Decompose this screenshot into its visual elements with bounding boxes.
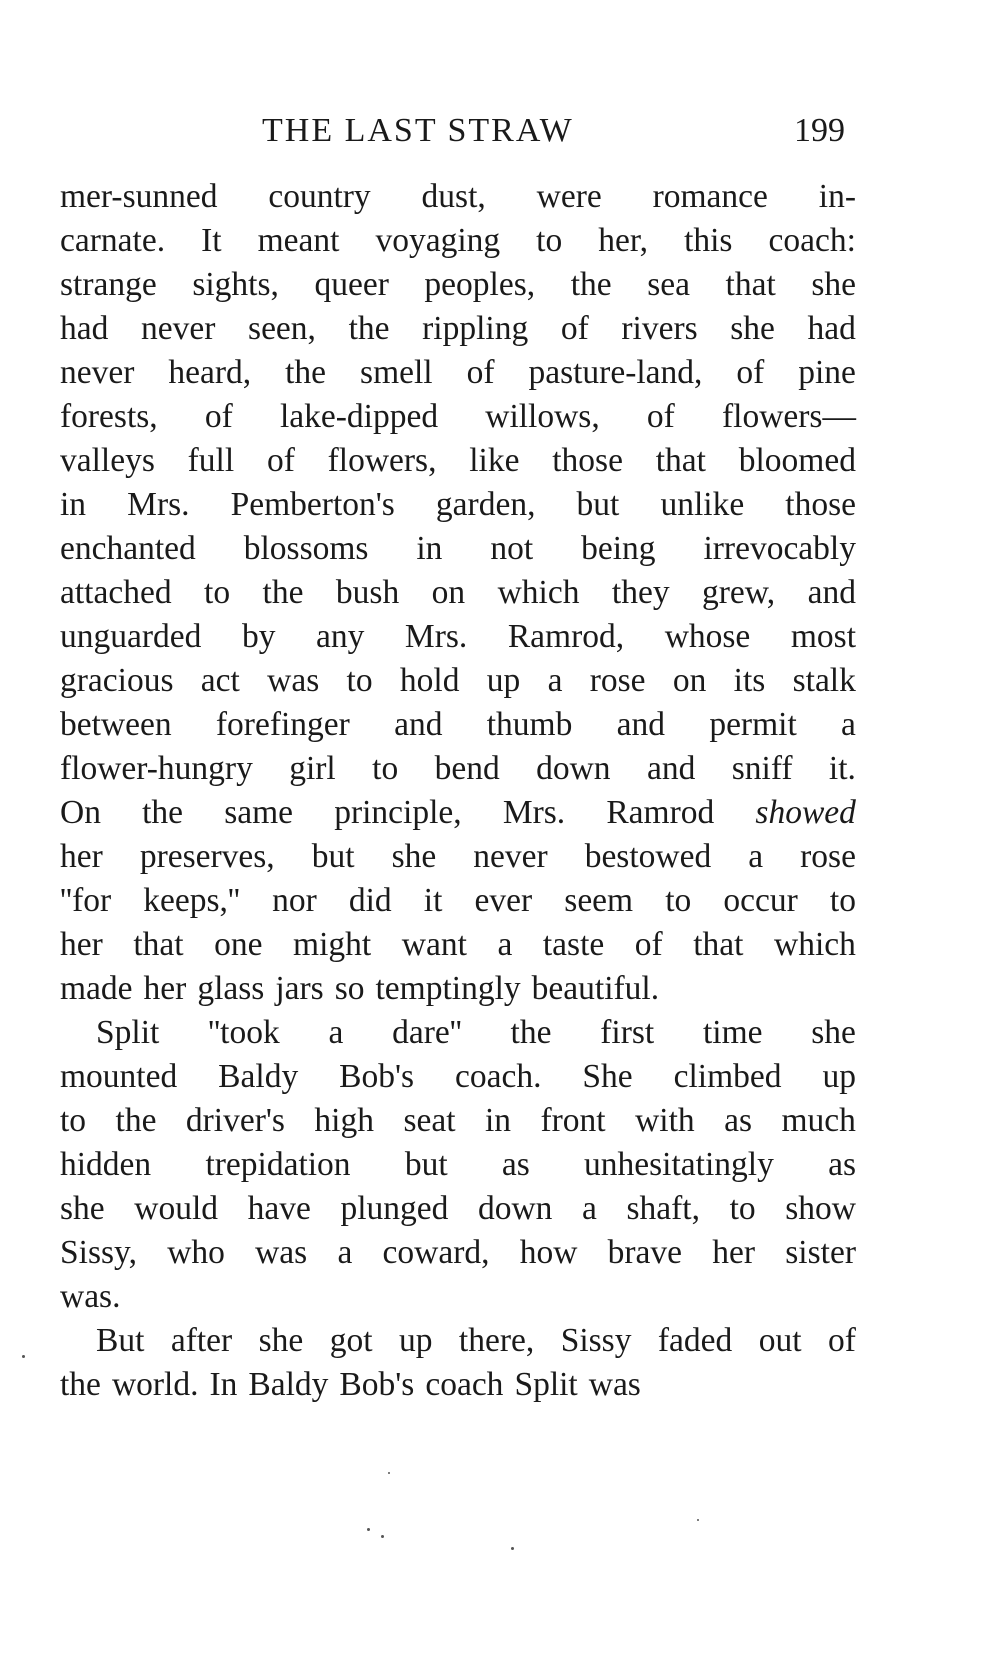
word: she xyxy=(60,1190,105,1227)
text-line xyxy=(60,1363,856,1407)
word: smell xyxy=(360,354,433,391)
word: that xyxy=(133,926,184,963)
word: sea xyxy=(647,266,690,303)
word: front xyxy=(540,1102,606,1139)
word: and xyxy=(807,574,856,611)
word: ''for xyxy=(60,882,112,919)
word: that xyxy=(693,926,744,963)
word: driver's xyxy=(185,1102,285,1139)
word: valleys xyxy=(60,442,155,479)
word: irrevocably xyxy=(703,530,856,567)
text-line xyxy=(60,483,856,527)
text-line xyxy=(60,439,856,483)
word: was xyxy=(267,662,320,699)
word: romance xyxy=(652,178,768,215)
running-head xyxy=(0,112,1000,158)
word: garden, xyxy=(435,486,536,523)
word: down xyxy=(536,750,611,787)
word: jars xyxy=(275,970,324,1007)
word: bestowed xyxy=(584,838,712,875)
word: coach: xyxy=(768,222,856,259)
word: the xyxy=(262,574,304,611)
word: as xyxy=(501,1146,530,1183)
word: trepidation xyxy=(205,1146,351,1183)
text-line xyxy=(60,659,856,703)
word: carnate. xyxy=(60,222,166,259)
word: enchanted xyxy=(60,530,196,567)
word: strange xyxy=(60,266,157,303)
text-line xyxy=(60,307,856,351)
word: coward, xyxy=(382,1234,490,1271)
word: Split xyxy=(514,1366,578,1403)
word: the xyxy=(115,1102,157,1139)
word: rose xyxy=(589,662,646,699)
word: have xyxy=(247,1190,311,1227)
word: Baldy xyxy=(218,1058,299,1095)
text-line xyxy=(60,1275,856,1319)
word: got xyxy=(329,1322,373,1359)
word: bend xyxy=(434,750,500,787)
word: lake-dipped xyxy=(279,398,439,435)
word: it. xyxy=(828,750,856,787)
word: any xyxy=(316,618,365,655)
word: dust, xyxy=(421,178,486,215)
word: gracious xyxy=(60,662,174,699)
word: coach. xyxy=(455,1058,542,1095)
word: pine xyxy=(798,354,856,391)
word: out xyxy=(758,1322,802,1359)
word: Ramrod, xyxy=(507,618,625,655)
word: hold xyxy=(399,662,460,699)
word: as xyxy=(828,1146,856,1183)
word: that xyxy=(655,442,706,479)
word: beautiful. xyxy=(531,970,660,1007)
word: to xyxy=(536,222,563,259)
word: was xyxy=(255,1234,308,1271)
word: much xyxy=(781,1102,856,1139)
word: up xyxy=(398,1322,433,1359)
word: glass xyxy=(197,970,265,1007)
word: the xyxy=(285,354,327,391)
word: time xyxy=(702,1014,763,1051)
word: It xyxy=(201,222,222,259)
text-line xyxy=(60,923,856,967)
word: of xyxy=(827,1322,856,1359)
word: with xyxy=(635,1102,695,1139)
word: voyaging xyxy=(375,222,501,259)
word: On xyxy=(60,794,101,831)
word: act xyxy=(200,662,240,699)
word: flowers, xyxy=(327,442,437,479)
word: queer xyxy=(314,266,389,303)
word: a xyxy=(547,662,563,699)
word: a xyxy=(337,1234,353,1271)
word: never xyxy=(141,310,216,347)
word: mounted xyxy=(60,1058,178,1095)
word: temptingly xyxy=(375,970,521,1007)
word: in- xyxy=(818,178,856,215)
word: sister xyxy=(785,1234,856,1271)
word: seat xyxy=(403,1102,456,1139)
word: up xyxy=(822,1058,856,1095)
word: Pemberton's xyxy=(230,486,395,523)
word: but xyxy=(311,838,355,875)
word: of xyxy=(204,398,233,435)
word: those xyxy=(552,442,623,479)
word: a xyxy=(748,838,764,875)
word: blossoms xyxy=(243,530,369,567)
word: the xyxy=(570,266,612,303)
word: to xyxy=(372,750,399,787)
word: of xyxy=(266,442,295,479)
word: Baldy xyxy=(248,1366,329,1403)
word: full xyxy=(187,442,235,479)
text-line xyxy=(60,791,856,835)
word: most xyxy=(790,618,856,655)
scan-speck xyxy=(388,1472,390,1474)
word: would xyxy=(134,1190,218,1227)
word: the xyxy=(348,310,390,347)
word: were xyxy=(536,178,602,215)
word: who xyxy=(167,1234,225,1271)
word: permit xyxy=(709,706,797,743)
text-line xyxy=(60,351,856,395)
word: Ramrod xyxy=(606,794,715,831)
word: peoples, xyxy=(424,266,536,303)
text-line xyxy=(60,395,856,439)
word: preserves, xyxy=(139,838,275,875)
word: there, xyxy=(458,1322,535,1359)
text-line xyxy=(60,1319,856,1363)
word: she xyxy=(811,1014,856,1051)
word: Bob's xyxy=(339,1058,415,1095)
word: to xyxy=(346,662,373,699)
word: sights, xyxy=(192,266,279,303)
word: faded xyxy=(657,1322,733,1359)
word: of xyxy=(634,926,663,963)
scan-speck xyxy=(381,1535,384,1538)
word: show xyxy=(785,1190,856,1227)
word: to xyxy=(729,1190,756,1227)
word: thumb xyxy=(486,706,573,743)
word: sniff xyxy=(731,750,793,787)
word: her xyxy=(60,838,103,875)
word: grew, xyxy=(702,574,776,611)
word: after xyxy=(170,1322,233,1359)
word: but xyxy=(404,1146,448,1183)
word: principle, xyxy=(334,794,462,831)
word: to xyxy=(829,882,856,919)
word: shaft, xyxy=(626,1190,700,1227)
word: But xyxy=(96,1322,145,1359)
word: had xyxy=(60,310,109,347)
word: flower-hungry xyxy=(60,750,253,787)
word: pasture-land, xyxy=(528,354,703,391)
word: high xyxy=(314,1102,374,1139)
word: she xyxy=(258,1322,304,1359)
word: of xyxy=(560,310,589,347)
word: its xyxy=(733,662,766,699)
word: ''took xyxy=(208,1014,280,1051)
word: to xyxy=(204,574,231,611)
text-line xyxy=(60,747,856,791)
word: brave xyxy=(607,1234,683,1271)
word: so xyxy=(334,970,365,1007)
word: a xyxy=(582,1190,597,1227)
word: the xyxy=(510,1014,552,1051)
word: flowers— xyxy=(721,398,856,435)
word: world. xyxy=(111,1366,199,1403)
word: might xyxy=(293,926,372,963)
text-line xyxy=(60,1143,856,1187)
word: unlike xyxy=(660,486,745,523)
word: of xyxy=(646,398,675,435)
word: dare'' xyxy=(392,1014,462,1051)
word: that xyxy=(725,266,776,303)
word: it xyxy=(423,882,443,919)
word: unhesitatingly xyxy=(584,1146,774,1183)
word: which xyxy=(774,926,856,963)
text-line xyxy=(60,1099,856,1143)
word: Sissy, xyxy=(60,1234,137,1271)
word: down xyxy=(477,1190,553,1227)
word: want xyxy=(401,926,467,963)
word: plunged xyxy=(340,1190,449,1227)
text-line xyxy=(60,835,856,879)
word: rippling xyxy=(422,310,529,347)
word: same xyxy=(224,794,294,831)
word: and xyxy=(646,750,696,787)
word: girl xyxy=(289,750,336,787)
word: was xyxy=(588,1366,641,1403)
word: Bob's xyxy=(339,1366,415,1403)
text-line xyxy=(60,967,856,1011)
word: had xyxy=(807,310,856,347)
scan-speck xyxy=(22,1355,25,1358)
word: bush xyxy=(335,574,400,611)
word: one xyxy=(214,926,263,963)
word: ever xyxy=(474,882,533,919)
word: her xyxy=(712,1234,756,1271)
word: never xyxy=(473,838,548,875)
word: forests, xyxy=(60,398,158,435)
word: Mrs. xyxy=(502,794,566,831)
word: a xyxy=(841,706,856,743)
word: this xyxy=(684,222,733,259)
text-line xyxy=(60,1055,856,1099)
word: of xyxy=(466,354,495,391)
word: in xyxy=(60,486,87,523)
word: in xyxy=(416,530,443,567)
word: heard, xyxy=(168,354,252,391)
word: showed xyxy=(755,794,856,831)
word: occur xyxy=(723,882,798,919)
word: on xyxy=(431,574,466,611)
word: by xyxy=(241,618,276,655)
text-line xyxy=(60,615,856,659)
word: nor xyxy=(272,882,317,919)
word: the xyxy=(142,794,184,831)
word: she xyxy=(811,266,856,303)
word: taste xyxy=(542,926,605,963)
scan-speck xyxy=(697,1519,699,1521)
word: She xyxy=(582,1058,633,1095)
word: In xyxy=(209,1366,238,1403)
word: willows, xyxy=(485,398,600,435)
word: meant xyxy=(257,222,340,259)
word: she xyxy=(730,310,775,347)
word: stalk xyxy=(792,662,856,699)
text-line xyxy=(60,879,856,923)
word: mer-sunned xyxy=(60,178,218,215)
word: rivers xyxy=(621,310,698,347)
word: and xyxy=(616,706,666,743)
word: climbed xyxy=(673,1058,782,1095)
word: but xyxy=(576,486,620,523)
word: to xyxy=(60,1102,87,1139)
text-line xyxy=(60,219,856,263)
text-line xyxy=(60,1187,856,1231)
word: and xyxy=(394,706,443,743)
word: her xyxy=(60,926,103,963)
word: rose xyxy=(800,838,856,875)
word: Sissy xyxy=(560,1322,632,1359)
word: like xyxy=(469,442,520,479)
text-line xyxy=(60,571,856,615)
text-line xyxy=(60,703,856,747)
word: made xyxy=(60,970,133,1007)
word: those xyxy=(785,486,856,523)
word: country xyxy=(268,178,371,215)
word: a xyxy=(328,1014,344,1051)
word: up xyxy=(486,662,521,699)
word: being xyxy=(581,530,656,567)
page-number: 199 xyxy=(794,112,845,149)
word: between xyxy=(60,706,172,743)
text-line xyxy=(60,527,856,571)
word: in xyxy=(484,1102,512,1139)
word: Mrs. xyxy=(404,618,468,655)
word: her, xyxy=(598,222,649,259)
word: Mrs. xyxy=(127,486,190,523)
word: her xyxy=(143,970,187,1007)
word: she xyxy=(391,838,437,875)
word: which xyxy=(497,574,580,611)
word: to xyxy=(665,882,692,919)
word: how xyxy=(519,1234,578,1271)
word: they xyxy=(611,574,670,611)
scan-speck xyxy=(367,1528,370,1531)
scan-speck xyxy=(511,1547,514,1550)
word: the xyxy=(60,1366,101,1403)
word: did xyxy=(348,882,392,919)
word: on xyxy=(672,662,707,699)
text-line xyxy=(60,175,856,219)
text-line xyxy=(60,1011,856,1055)
word: hidden xyxy=(60,1146,152,1183)
word: coach xyxy=(425,1366,504,1403)
body-text xyxy=(60,175,856,1407)
word: a xyxy=(497,926,513,963)
word: Split xyxy=(96,1014,160,1051)
word: was. xyxy=(60,1278,121,1315)
word: whose xyxy=(664,618,751,655)
word: never xyxy=(60,354,135,391)
word: unguarded xyxy=(60,618,202,655)
running-title: THE LAST STRAW xyxy=(262,112,574,149)
word: attached xyxy=(60,574,172,611)
text-line xyxy=(60,1231,856,1275)
word: keeps,'' xyxy=(143,882,240,919)
text-line xyxy=(60,263,856,307)
word: as xyxy=(724,1102,752,1139)
word: forefinger xyxy=(215,706,350,743)
word: first xyxy=(600,1014,655,1051)
word: seen, xyxy=(248,310,316,347)
word: bloomed xyxy=(738,442,856,479)
word: seem xyxy=(564,882,634,919)
word: not xyxy=(490,530,534,567)
word: of xyxy=(736,354,765,391)
